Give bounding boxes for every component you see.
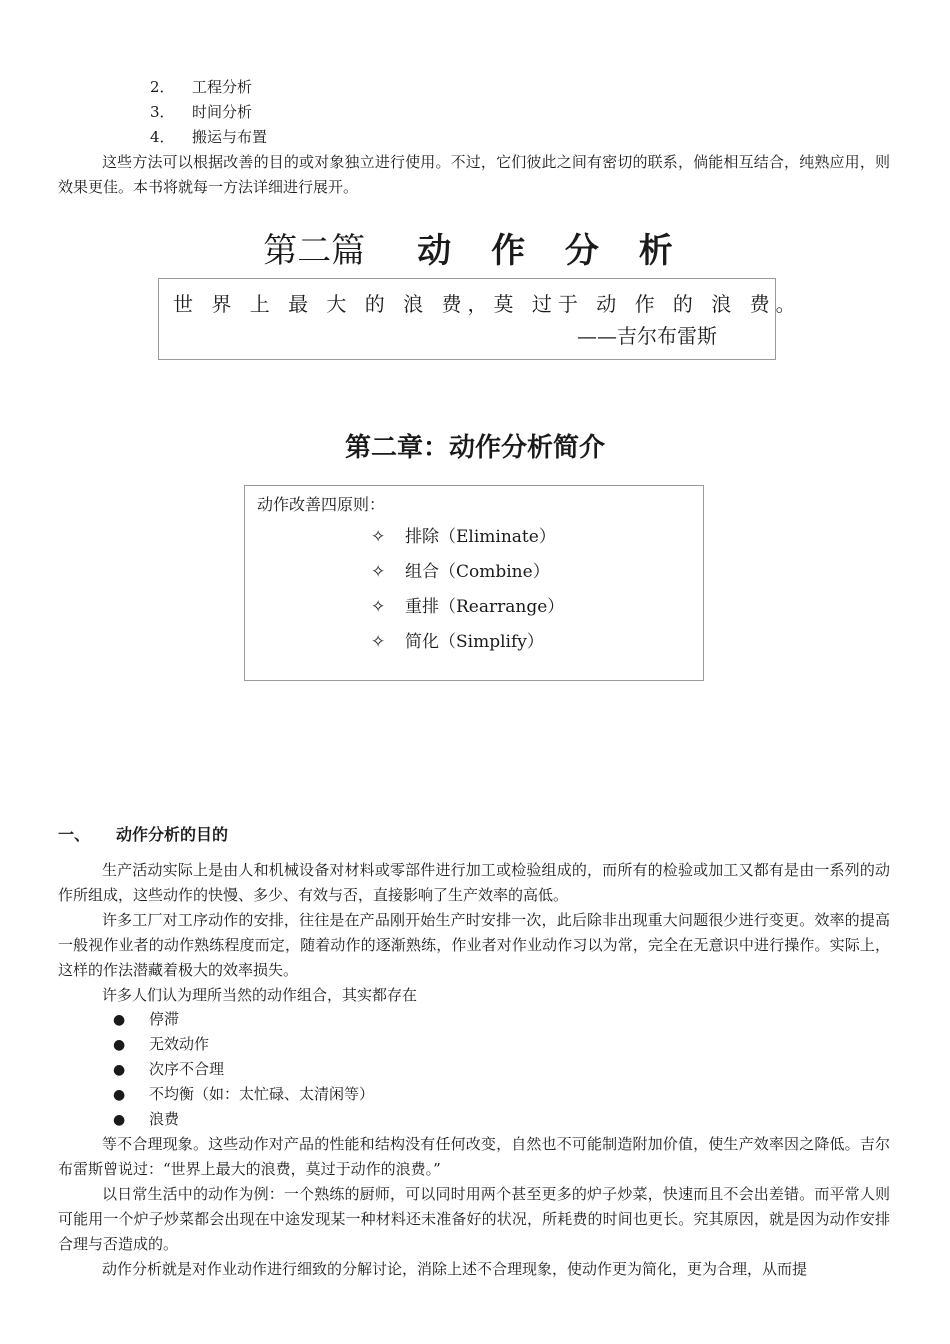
- star-icon: ✧: [371, 527, 386, 547]
- bullet-icon: ●: [113, 1087, 126, 1103]
- principle-label: 组合（Combine）: [405, 562, 550, 582]
- bullet-icon: ●: [113, 1037, 126, 1053]
- body-paragraph: 等不合理现象。这些动作对产品的性能和结构没有任何改变，自然也不可能制造附加价值，使生产效率因之降低。吉尔布雷斯曾说过：“世界上最大的浪费，莫过于动作的浪费。”: [58, 1135, 890, 1178]
- bullet-icon: ●: [113, 1112, 126, 1128]
- part-title-main: 动 作 分 析: [417, 231, 687, 271]
- list-item: [150, 75, 252, 99]
- part-title: [0, 226, 950, 276]
- intro-paragraph: 这些方法可以根据改善的目的或对象独立进行使用。不过，它们彼此之间有密切的联系，倘能相互结合，纯熟应用，则效果更佳。本书将就每一方法详细进行展开。: [58, 153, 890, 196]
- section-number: 一、: [58, 825, 91, 844]
- quote-author: ——吉尔布雷斯: [577, 324, 717, 348]
- principle-item: [371, 559, 550, 585]
- bullet-label: 不均衡（如：太忙碌、太清闲等）: [149, 1085, 375, 1103]
- list-number: 3．: [150, 103, 175, 121]
- list-label: 时间分析: [192, 103, 253, 121]
- list-item: [150, 100, 252, 124]
- principles-box: [244, 485, 704, 681]
- bullet-item: [113, 1082, 374, 1108]
- bullet-icon: ●: [113, 1062, 126, 1078]
- star-icon: ✧: [371, 562, 386, 582]
- bullet-label: 停滞: [149, 1010, 180, 1028]
- body-paragraph: 动作分析就是对作业动作进行细致的分解讨论，消除上述不合理现象，使动作更为简化，更为合理，从而提: [102, 1260, 808, 1278]
- principle-item: [371, 594, 564, 620]
- bullet-label: 次序不合理: [149, 1060, 225, 1078]
- bullet-item: [113, 1007, 179, 1033]
- principle-label: 排除（Eliminate）: [405, 527, 556, 547]
- list-number: 4．: [150, 128, 175, 146]
- section-heading: [58, 822, 228, 848]
- part-title-prefix: 第二篇: [263, 231, 366, 271]
- bullet-icon: ●: [113, 1012, 126, 1028]
- chapter-title: 第二章：动作分析简介: [344, 433, 605, 463]
- list-label: 搬运与布置: [192, 128, 268, 146]
- body-paragraph: 许多人们认为理所当然的动作组合，其实都存在: [102, 986, 418, 1004]
- star-icon: ✧: [371, 597, 386, 617]
- bullet-label: 无效动作: [149, 1035, 210, 1053]
- bullet-label: 浪费: [149, 1110, 180, 1128]
- principles-heading: 动作改善四原则：: [257, 495, 386, 514]
- bullet-item: [113, 1032, 209, 1058]
- principle-label: 简化（Simplify）: [405, 632, 544, 652]
- bullet-item: [113, 1057, 224, 1083]
- list-label: 工程分析: [192, 78, 253, 96]
- quote-box: [158, 278, 802, 360]
- list-item: [150, 125, 267, 149]
- list-number: 2．: [150, 78, 175, 96]
- body-paragraph: 许多工厂对工序动作的安排，往往是在产品刚开始生产时安排一次，此后除非出现重大问题很少进行变更。效率的提高一般视作业者的动作熟练程度而定，随着动作的逐渐熟练，作业者对作业动作习以为常，完全在无意识中进行操作。实际上，这样的作法潜藏着极大的效率损失。: [58, 911, 890, 979]
- body-paragraph: 生产活动实际上是由人和机械设备对材料或零部件进行加工或检验组成的，而所有的检验或加工又都有是由一系列的动作所组成，这些动作的快慢、多少、有效与否，直接影响了生产效率的高低。: [58, 861, 890, 904]
- section-title: 动作分析的目的: [116, 825, 229, 844]
- star-icon: ✧: [371, 632, 386, 652]
- quote-text: 世 界 上 最 大 的 浪 费，莫 过于 动 作 的 浪 费。: [173, 292, 802, 316]
- principle-item: [371, 524, 556, 550]
- principle-label: 重排（Rearrange）: [405, 597, 565, 617]
- body-paragraph: 以日常生活中的动作为例：一个熟练的厨师，可以同时用两个甚至更多的炉子炒菜，快速而且不会出差错。而平常人则可能用一个炉子炒菜都会出现在中途发现某一种材料还未准备好的状况，所耗费的时间也更长。究其原因，就是因为动作安排合理与否造成的。: [58, 1185, 890, 1253]
- principle-item: [371, 629, 544, 655]
- bullet-item: [113, 1107, 179, 1133]
